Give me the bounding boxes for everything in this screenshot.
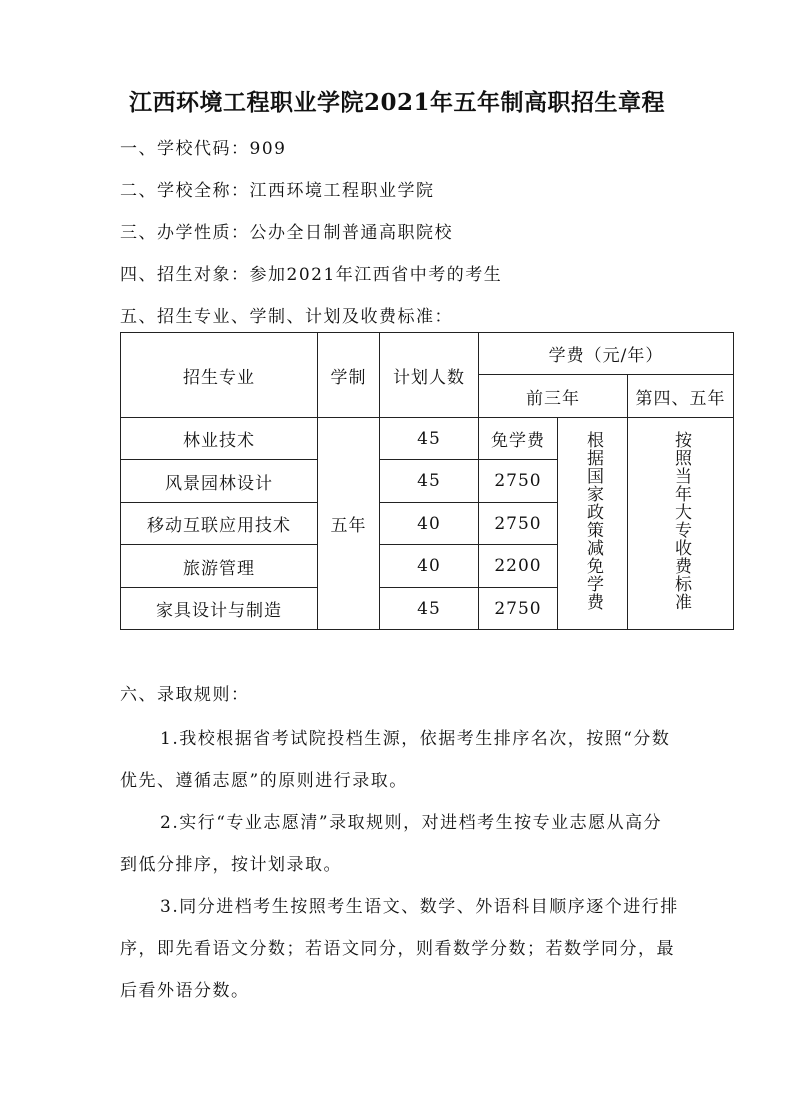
enrollment-target-line: 四、招生对象：参加2021年江西省中考的考生 bbox=[120, 265, 503, 285]
enrollment-table bbox=[120, 332, 734, 630]
school-fullname-line: 二、学校全称：江西环境工程职业学院 bbox=[120, 181, 435, 201]
row-fee: 2750 bbox=[479, 503, 558, 545]
header-fourth-fifth-years: 第四、五年 bbox=[628, 375, 734, 418]
majors-heading: 五、招生专业、学制、计划及收费标准： bbox=[120, 307, 453, 327]
row-major: 家具设计与制造 bbox=[121, 588, 318, 630]
table-row bbox=[121, 418, 734, 460]
later-years-note: 按照当年大专收费标准 bbox=[671, 431, 691, 611]
row-fee: 免学费 bbox=[479, 418, 558, 460]
row-plan: 45 bbox=[380, 418, 479, 460]
row-plan: 45 bbox=[380, 588, 479, 630]
row-plan: 45 bbox=[380, 460, 479, 503]
admission-rule: 2.实行“专业志愿清”录取规则，对进档考生按专业志愿从高分到低分排序，按计划录取。 bbox=[120, 813, 663, 875]
row-fee: 2200 bbox=[479, 545, 558, 588]
admission-rule: 3.同分进档考生按照考生语文、数学、外语科目顺序逐个进行排序，即先看语文分数；若语文同分，则看数学分数；若数学同分，最后看外语分数。 bbox=[120, 897, 679, 1001]
row-plan: 40 bbox=[380, 545, 479, 588]
header-tuition: 学费（元/年） bbox=[479, 333, 734, 375]
row-plan: 40 bbox=[380, 503, 479, 545]
header-major: 招生专业 bbox=[121, 333, 318, 418]
policy-note-cell bbox=[558, 418, 628, 630]
row-major: 移动互联应用技术 bbox=[121, 503, 318, 545]
later-years-note-cell bbox=[628, 418, 734, 630]
row-fee: 2750 bbox=[479, 588, 558, 630]
school-nature-line: 三、办学性质：公办全日制普通高职院校 bbox=[120, 223, 453, 243]
duration-cell: 五年 bbox=[318, 418, 380, 630]
policy-note: 根据国家政策减免学费 bbox=[583, 431, 603, 611]
row-major: 旅游管理 bbox=[121, 545, 318, 588]
header-duration: 学制 bbox=[318, 333, 380, 418]
row-major: 风景园林设计 bbox=[121, 460, 318, 503]
admission-rule: 1.我校根据省考试院投档生源，依据考生排序名次，按照“分数优先、遵循志愿”的原则进行录取。 bbox=[120, 729, 671, 791]
admission-rules-heading: 六、录取规则： bbox=[120, 685, 250, 705]
table-header-row bbox=[121, 333, 734, 375]
page-title: 江西环境工程职业学院2021年五年制高职招生章程 bbox=[128, 89, 665, 116]
header-first-three-years: 前三年 bbox=[479, 375, 628, 418]
header-plan: 计划人数 bbox=[380, 333, 479, 418]
school-code-line: 一、学校代码：909 bbox=[120, 139, 287, 159]
row-major: 林业技术 bbox=[121, 418, 318, 460]
row-fee: 2750 bbox=[479, 460, 558, 503]
